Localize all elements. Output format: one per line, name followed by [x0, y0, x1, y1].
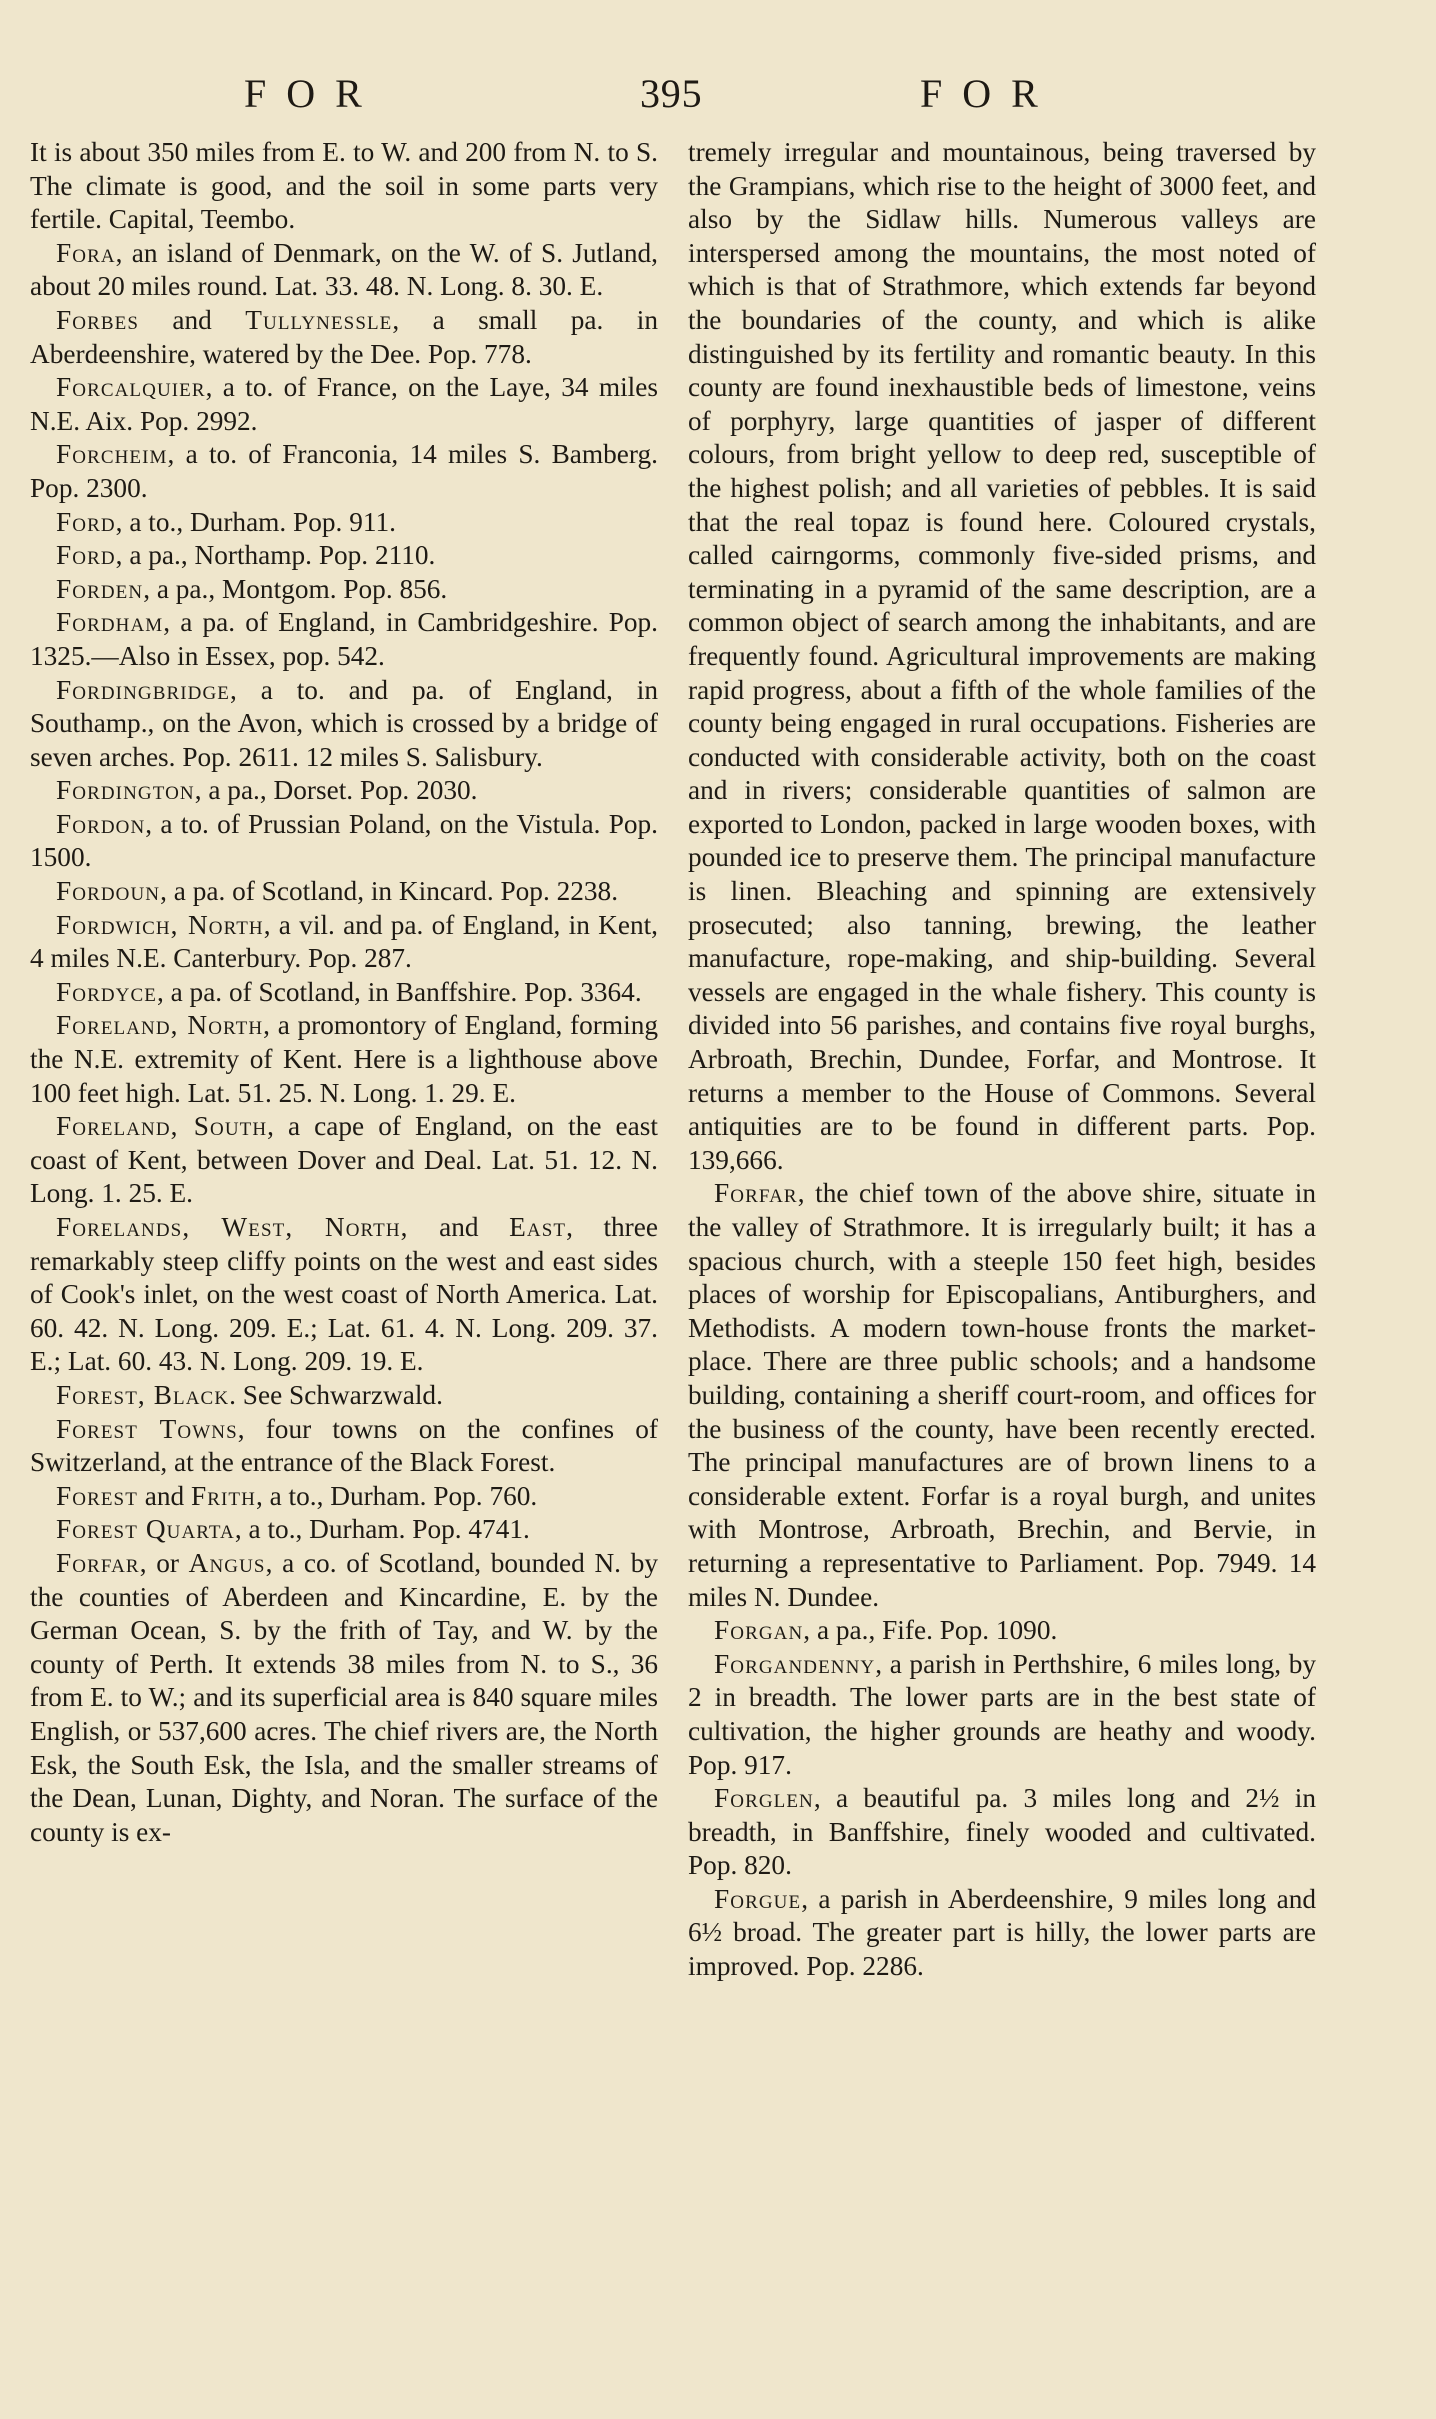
entry-headword: Fordham [56, 607, 164, 638]
gazetteer-entry [30, 136, 658, 237]
gazetteer-entry [30, 808, 658, 875]
entry-headword: Forcheim [56, 439, 168, 470]
entry-headword: Angus [188, 1547, 266, 1578]
entry-headword: Forest Towns [56, 1413, 238, 1444]
entry-text: , a pa., Fife. Pop. 1090. [803, 1615, 1058, 1646]
gazetteer-entry [688, 1177, 1316, 1614]
left-column [30, 136, 658, 1849]
entry-headword: Fordoun [56, 876, 161, 907]
gazetteer-entry [30, 1009, 658, 1110]
entry-headword: Forelands, West, North, [56, 1212, 409, 1242]
entry-headword: East [509, 1212, 567, 1242]
gazetteer-entry [30, 909, 658, 976]
page-number: 395 [640, 71, 703, 116]
entry-text: , an island of Denmark, on the W. of S. Jutland, about 20 miles round. Lat. 33. 48. N. Long. 8. 30. E. [30, 237, 658, 302]
entry-headword: Forglen [714, 1783, 814, 1814]
gazetteer-entry [688, 1614, 1316, 1648]
entry-headword: Forest [56, 1480, 138, 1511]
entry-text: , a pa. of Scotland, in Banffshire. Pop. 3364. [156, 976, 642, 1007]
entry-text: , a beautiful pa. 3 miles long and 2½ in breadth, in Banffshire, finely wooded and cultivated. Pop. 820. [688, 1783, 1316, 1881]
gazetteer-entry [30, 674, 658, 775]
gazetteer-entry [30, 539, 658, 573]
gazetteer-entry [688, 1883, 1316, 1984]
entry-text: , the chief town of the above shire, situate in the valley of Strathmore. It is irregularly built; it has a spacious church, with a steeple 150 feet high, besides places of worship for Episcopalians, Antiburghers, and Methodists. A modern town-house fronts the market-place. There are three public schools; and a handsome building, containing a sheriff court-room, and offices for the business of the county, have been recently erected. The principal manufactures are of brown linens to a considerable extent. Forfar is a royal burgh, and unites with Montrose, Arbroath, Brechin, and Bervie, in returning a representative to Parliament. Pop. 7949. 14 miles N. Dundee. [688, 1178, 1316, 1612]
gazetteer-entry [30, 1480, 658, 1514]
entry-headword: Ford [56, 506, 116, 537]
entry-text: , a co. of Scotland, bounded N. by the counties of Aberdeen and Kincardine, E. by the German Ocean, S. by the frith of Tay, and W. by the county of Perth. It extends 38 miles from N. to S., 36 from E. to W.; and its superficial area is 840 square miles English, or 537,600 acres. The chief rivers are, the North Esk, the South Esk, the Isla, and the smaller streams of the Dean, Lunan, Dighty, and Noran. The surface of the county is ex- [30, 1547, 658, 1847]
gazetteer-entry [30, 573, 658, 607]
entry-text: and [137, 1480, 191, 1511]
entry-headword: Foreland, North [56, 1010, 264, 1041]
entry-text: and [138, 304, 246, 335]
entry-text: , a pa., Northamp. Pop. 2110. [115, 540, 436, 571]
entry-text: . See Schwarzwald. [229, 1379, 443, 1410]
entry-text: , a cape of England, on the east coast of Kent, between Dover and Deal. Lat. 51. 12. N. Long. 1. 25. E. [30, 1111, 658, 1209]
entry-text: It is about 350 miles from E. to W. and 200 from N. to S. The climate is good, and the soil in some parts very fertile. Capital, Teembo. [30, 137, 658, 235]
entry-text: , a to., Durham. Pop. 4741. [234, 1514, 530, 1545]
entry-text: , a to. of France, on the Laye, 34 miles N.E. Aix. Pop. 2992. [30, 372, 658, 436]
entry-headword: Forfar [714, 1178, 798, 1209]
gazetteer-entry [30, 1110, 658, 1211]
gazetteer-entry [30, 506, 658, 540]
entry-headword: Forgue [714, 1883, 802, 1914]
entry-headword: Foreland, South [56, 1111, 268, 1142]
right-column [688, 136, 1316, 1984]
entry-headword: Fora [56, 237, 116, 268]
entry-text: , a pa., Dorset. Pop. 2030. [194, 775, 478, 806]
entry-text: , a parish in Perthshire, 6 miles long, by 2 in breadth. The lower parts are in the best state of cultivation, the higher grounds are heathy and woody. Pop. 917. [688, 1648, 1316, 1780]
running-header [230, 70, 1150, 130]
entry-text: , a vil. and pa. of England, in Kent, 4 miles N.E. Canterbury. Pop. 287. [30, 909, 658, 974]
entry-text: , a pa. of Scotland, in Kincard. Pop. 2238. [160, 876, 619, 907]
entry-headword: Forgan [714, 1615, 804, 1646]
entry-text: tremely irregular and mountainous, being traversed by the Grampians, which rise to the height of 3000 feet, and also by the Sidlaw hills. Numerous valleys are interspersed among the mountains, the most noted of which is that of Strathmore, which extends far beyond the boundaries of the county, and which is alike distinguished by its fertility and romantic beauty. In this county are found inexhaustible beds of limestone, veins of porphyry, large quantities of jasper of different colours, from bright yellow to deep red, susceptible of the highest polish; and all varieties of pebbles. It is said that the real topaz is found here. Coloured crystals, called cairngorms, commonly five-sided prisms, and terminating in a pyramid of the same description, are a common object of search among the inhabitants, and are frequently found. Agricultural improvements are making rapid progress, about a fifth of the whole families of the county being engaged in rural occupations. Fisheries are conducted with considerable activity, both on the coast and in rivers; considerable quantities of salmon are exported to London, packed in large wooden boxes, with pounded ice to preserve them. The principal manufacture is linen. Bleaching and spinning are extensively prosecuted; also tanning, brewing, the leather manufacture, rope-making, and ship-building. Several vessels are engaged in the whale fishery. This county is divided into 56 parishes, and contains five royal burghs, Arbroath, Brechin, Dundee, Forfar, and Montrose. It returns a member to the House of Commons. Several antiquities are to be found in different parts. Pop. 139,666. [688, 137, 1316, 1175]
entry-headword: Tullynessle [245, 304, 393, 335]
entry-text: , a to., Durham. Pop. 911. [115, 506, 396, 537]
gazetteer-entry [30, 1379, 658, 1413]
gazetteer-entry [688, 1782, 1316, 1883]
gazetteer-entry [688, 136, 1316, 1177]
entry-headword: Forfar [56, 1547, 140, 1578]
entry-headword: Fordon [56, 808, 146, 839]
entry-text: , a to. and pa. of England, in Southamp., on the Avon, which is crossed by a bridge of seven arches. Pop. 2611. 12 miles S. Salisbury. [30, 674, 658, 772]
gazetteer-entry [30, 304, 658, 371]
entry-text: , a to. of Prussian Poland, on the Vistula. Pop. 1500. [30, 808, 658, 873]
entry-headword: Forbes [56, 304, 139, 335]
gazetteer-entry [30, 1547, 658, 1849]
entry-headword: Fordingbridge [56, 674, 230, 705]
entry-text: , a small pa. in Aberdeenshire, watered by the Dee. Pop. 778. [30, 304, 659, 369]
entry-headword: Forest Quarta [56, 1514, 235, 1545]
entry-headword: Fordington [56, 775, 195, 806]
header-right-guide-word: FOR [920, 71, 1058, 116]
gazetteer-entry [30, 976, 658, 1010]
gazetteer-entry [30, 1211, 658, 1379]
entry-headword: Fordyce [56, 976, 157, 1007]
entry-text: , a pa. of England, in Cambridgeshire. Pop. 1325.—Also in Essex, pop. 542. [30, 607, 658, 671]
entry-text: , three remarkably steep cliffy points on the west and east sides of Cook's inlet, on the west coast of North America. Lat. 60. 42. N. Long. 209. E.; Lat. 61. 4. N. Long. 209. 37. E.; Lat. 60. 43. N. Long. 209. 19. E. [30, 1212, 659, 1377]
gazetteer-entry [30, 371, 658, 438]
entry-headword: Frith [190, 1480, 256, 1511]
gazetteer-entry [688, 1648, 1316, 1782]
entry-headword: Forden [56, 573, 144, 604]
entry-text: , a pa., Montgom. Pop. 856. [143, 573, 448, 604]
entry-headword: Forgandenny [714, 1648, 876, 1679]
entry-text: , a parish in Aberdeenshire, 9 miles long and 6½ broad. The greater part is hilly, the lower parts are improved. Pop. 2286. [688, 1883, 1316, 1982]
entry-text: , or [139, 1547, 189, 1578]
gazetteer-entry [30, 875, 658, 909]
entry-text: , four towns on the confines of Switzerland, at the entrance of the Black Forest. [30, 1413, 658, 1478]
gazetteer-entry [30, 1413, 658, 1480]
entry-headword: Fordwich, North [56, 909, 264, 940]
gazetteer-entry [30, 774, 658, 808]
entry-headword: Forest, Black [56, 1379, 230, 1410]
gazetteer-entry [30, 1513, 658, 1547]
entry-text: , a to., Durham. Pop. 760. [255, 1480, 538, 1511]
header-left-guide-word: FOR [244, 71, 382, 116]
entry-headword: Forcalquier [56, 372, 206, 403]
entry-text: and [408, 1212, 510, 1242]
gazetteer-entry [30, 237, 658, 304]
entry-headword: Ford [56, 540, 116, 571]
gazetteer-entry [30, 438, 658, 505]
entry-text: , a to. of Franconia, 14 miles S. Bamberg. Pop. 2300. [30, 439, 658, 503]
gazetteer-entry [30, 606, 658, 673]
entry-text: , a promontory of England, forming the N.E. extremity of Kent. Here is a lighthouse above 100 feet high. Lat. 51. 25. N. Long. 1. 29. E. [30, 1010, 658, 1108]
